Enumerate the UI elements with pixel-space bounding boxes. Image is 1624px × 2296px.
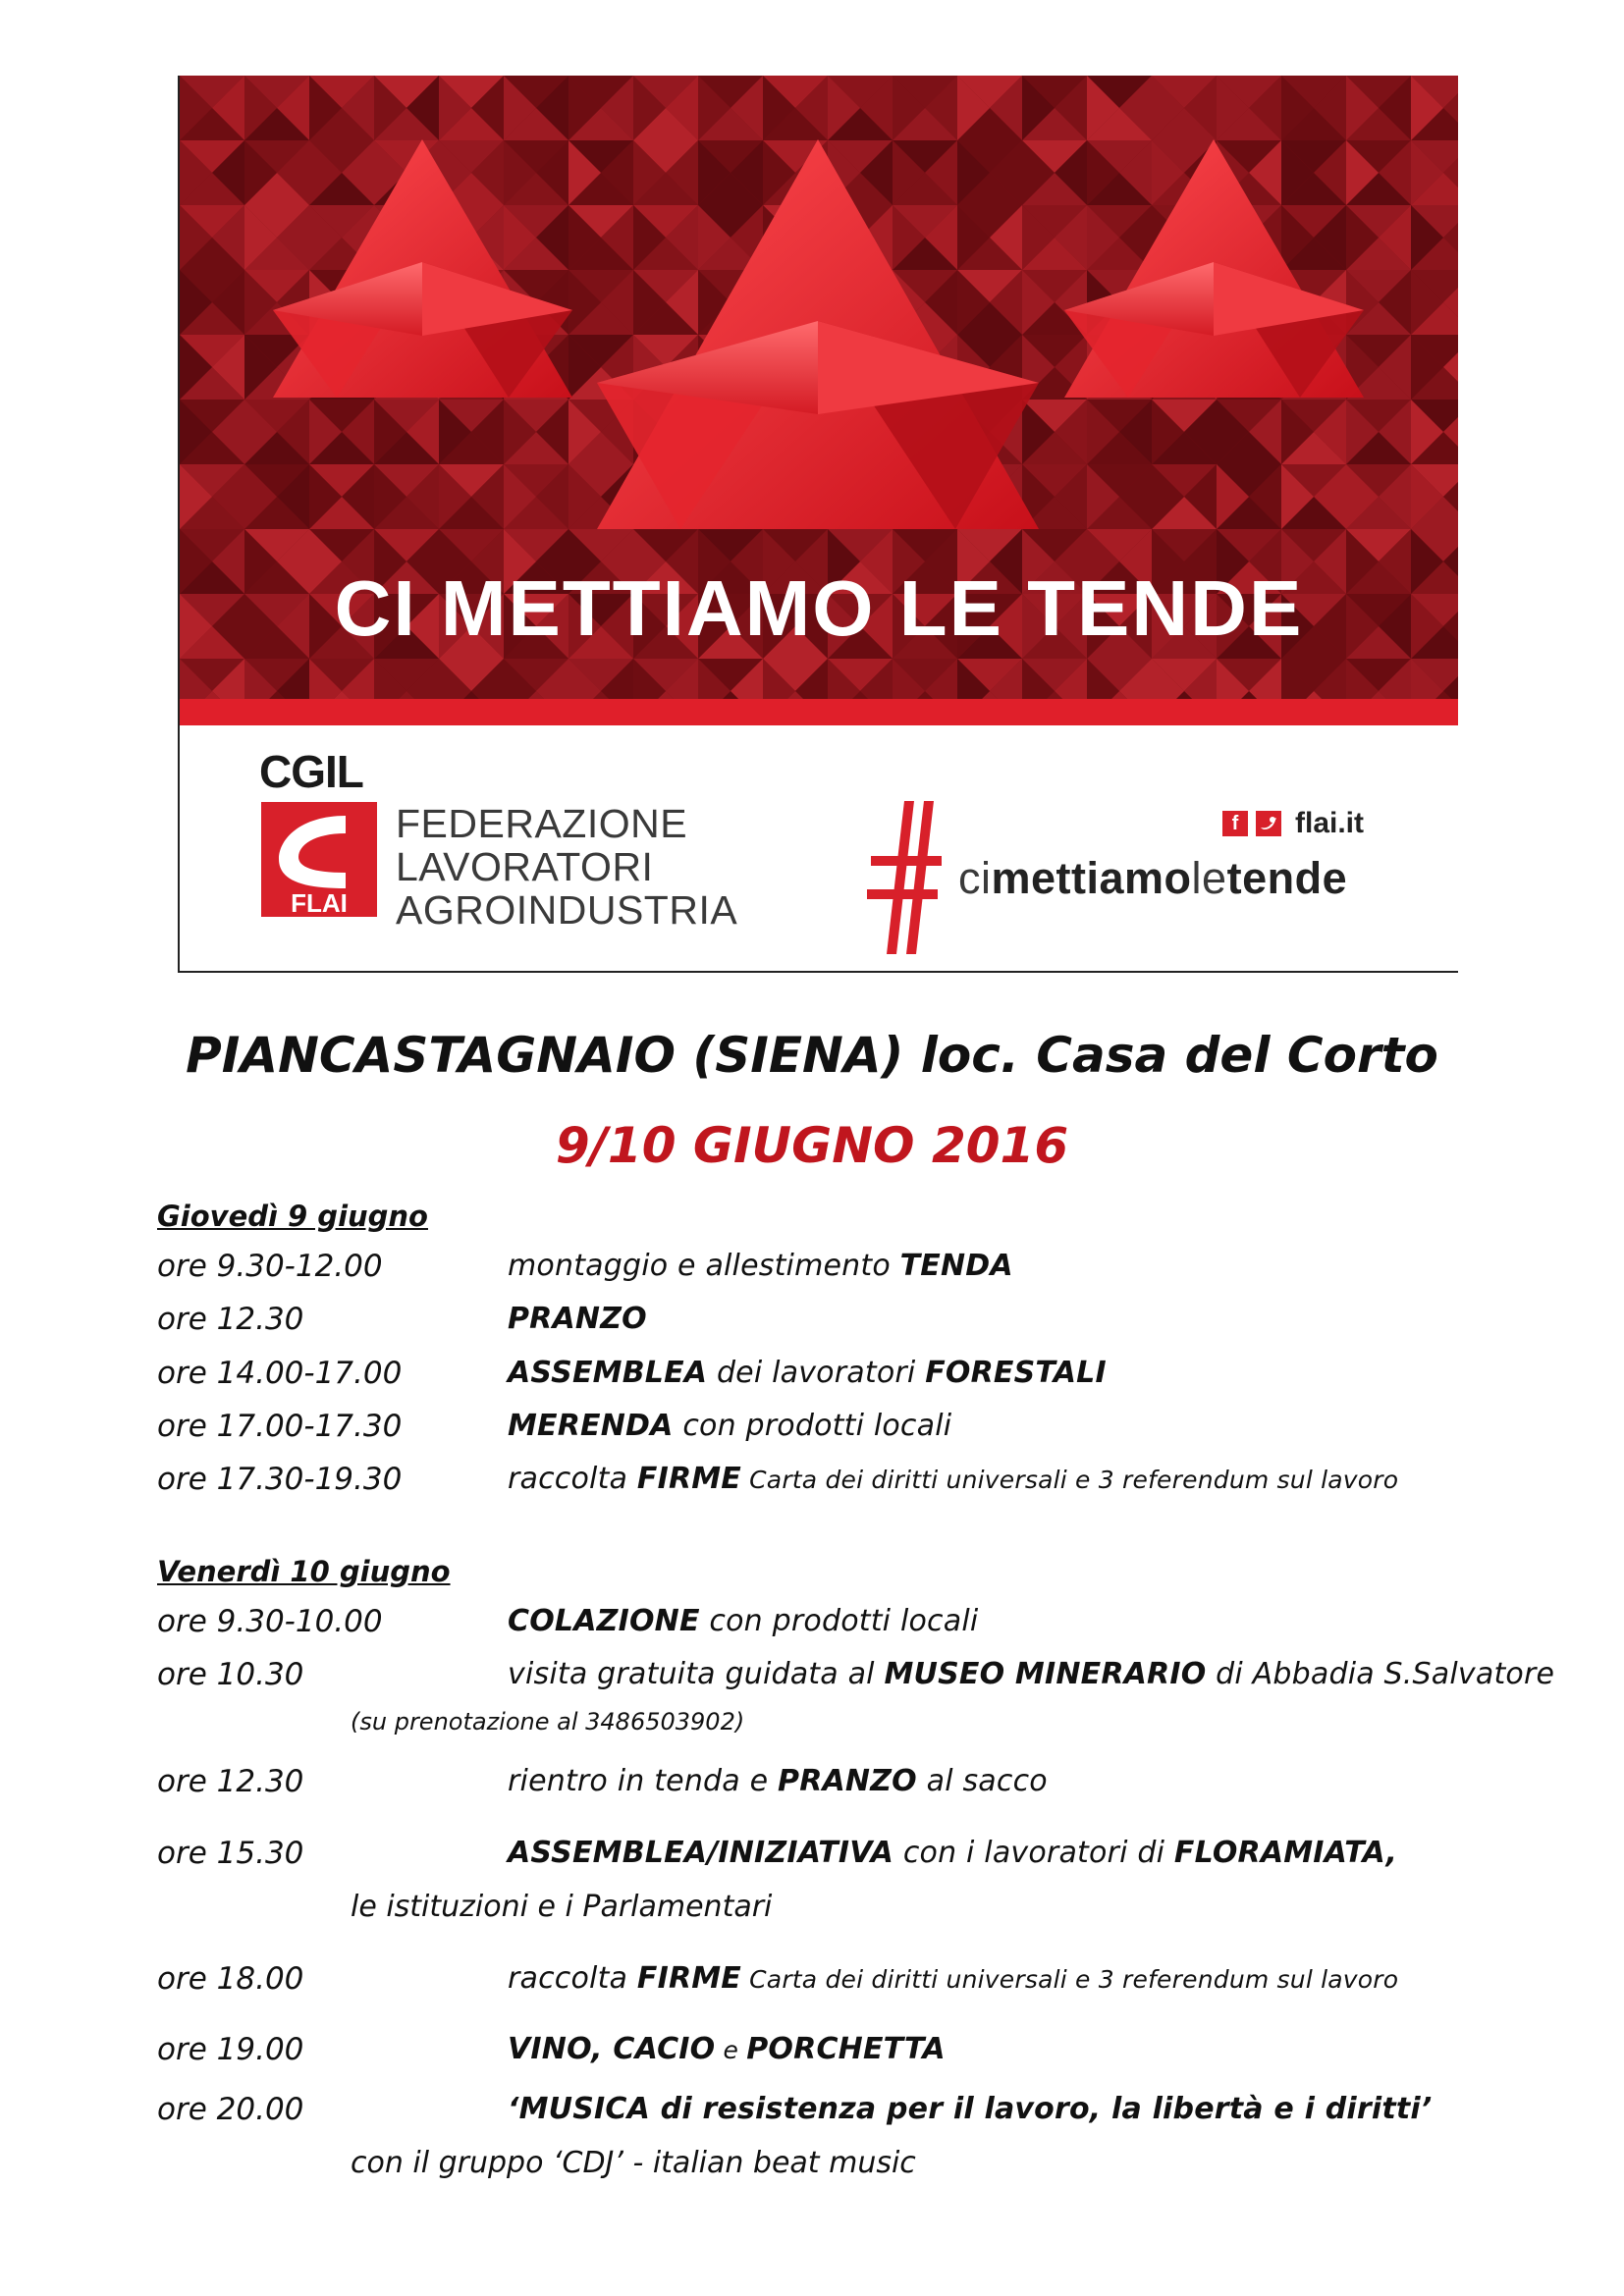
- schedule-time: ore 17.00-17.30: [157, 1409, 403, 1444]
- desc-part: raccolta: [508, 1462, 637, 1496]
- schedule-desc: [508, 1302, 647, 1336]
- desc-part: VINO, CACIO: [508, 2032, 716, 2066]
- hashtag-part: mettiamo: [991, 853, 1192, 903]
- triangle-pattern-graphic: [180, 76, 1458, 725]
- social-links: [1222, 809, 1364, 838]
- event-banner: [178, 76, 1458, 973]
- schedule-time: ore 18.00: [157, 1961, 304, 1997]
- desc-part: Carta dei diritti universali e 3 referendum sul lavoro: [741, 1965, 1399, 1994]
- location-title: PIANCASTAGNAIO (SIENA) loc. Casa del Corto: [186, 1027, 1438, 1084]
- red-strip: [180, 699, 1458, 725]
- hashtag-logo-icon: [867, 799, 946, 956]
- schedule-time: ore 19.00: [157, 2032, 304, 2067]
- schedule-row: [157, 1462, 1610, 1511]
- desc-part: Carta dei diritti universali e 3 referendum sul lavoro: [741, 1466, 1399, 1494]
- desc-part: MERENDA: [508, 1409, 674, 1443]
- desc-part: MUSEO MINERARIO: [884, 1657, 1207, 1691]
- desc-part: FIRME: [636, 1462, 741, 1496]
- desc-part: ‘MUSICA di resistenza per il lavoro, la libertà e i diritti’: [508, 2092, 1433, 2126]
- schedule-row: [157, 1409, 1610, 1458]
- schedule-subline: le istituzioni e i Parlamentari: [351, 1890, 773, 1924]
- schedule-desc: [508, 2092, 1433, 2126]
- federation-line: LAVORATORI: [396, 844, 654, 889]
- desc-part: con i lavoratori di: [893, 1836, 1174, 1870]
- schedule-row: [157, 1961, 1610, 2010]
- desc-part: PORCHETTA: [746, 2032, 946, 2066]
- schedule-row: [157, 2032, 1610, 2081]
- desc-part: FIRME: [636, 1961, 741, 1996]
- schedule-row: [157, 1604, 1610, 1653]
- desc-part: al sacco: [916, 1764, 1048, 1798]
- date-title: 9/10 GIUGNO 2016: [555, 1117, 1069, 1174]
- federation-line: FEDERAZIONE: [396, 801, 688, 846]
- desc-part: ASSEMBLEA/INIZIATIVA: [508, 1836, 894, 1870]
- schedule-subline: con il gruppo ‘CDJ’ - italian beat music: [351, 2146, 916, 2180]
- desc-part: FLORAMIATA,: [1173, 1836, 1398, 1870]
- schedule-desc: [508, 1657, 1554, 1691]
- schedule-time: ore 15.30: [157, 1836, 304, 1871]
- flai-logo: [261, 802, 377, 917]
- day-heading-friday: Venerdì 10 giugno: [157, 1555, 451, 1588]
- desc-part: ASSEMBLEA: [508, 1356, 708, 1390]
- desc-part: di Abbadia S.Salvatore: [1206, 1657, 1555, 1691]
- schedule-time: ore 9.30-12.00: [157, 1249, 383, 1284]
- schedule-desc: [508, 1764, 1048, 1798]
- schedule-desc: [508, 1836, 1397, 1870]
- desc-part: montaggio e allestimento: [508, 1249, 900, 1283]
- desc-part: raccolta: [508, 1961, 637, 1996]
- desc-part: visita gratuita guidata al: [508, 1657, 885, 1691]
- schedule-desc: [508, 2032, 946, 2066]
- schedule-time: ore 12.30: [157, 1764, 304, 1799]
- desc-part: FORESTALI: [925, 1356, 1107, 1390]
- schedule-desc: [508, 1961, 1398, 1996]
- schedule-desc: [508, 1462, 1398, 1496]
- schedule-row: [157, 1302, 1610, 1351]
- schedule-time: ore 10.30: [157, 1657, 304, 1692]
- schedule-row: [157, 1657, 1610, 1706]
- schedule-row: [157, 2092, 1610, 2141]
- booking-note: (su prenotazione al 3486503902): [351, 1708, 745, 1735]
- schedule-desc: [508, 1604, 978, 1638]
- schedule-desc: [508, 1356, 1107, 1390]
- facebook-icon[interactable]: f: [1222, 811, 1248, 836]
- twitter-icon[interactable]: [1256, 811, 1281, 836]
- hashtag-text: [958, 853, 1347, 904]
- hashtag-part: tende: [1226, 853, 1348, 903]
- desc-part: dei lavoratori: [707, 1356, 926, 1390]
- schedule-row: [157, 1249, 1610, 1298]
- flai-logo-label: FLAI: [291, 888, 348, 917]
- desc-part: COLAZIONE: [508, 1604, 700, 1638]
- desc-part: con prodotti locali: [673, 1409, 952, 1443]
- desc-part: e: [715, 2036, 747, 2064]
- hashtag-part: le: [1191, 853, 1227, 903]
- logo-area: [180, 725, 1458, 971]
- desc-part: rientro in tenda e: [508, 1764, 779, 1798]
- hashtag-part: ci: [958, 853, 992, 903]
- schedule-time: ore 9.30-10.00: [157, 1604, 383, 1639]
- day-heading-thursday: Giovedì 9 giugno: [157, 1200, 428, 1233]
- federation-line: AGROINDUSTRIA: [396, 887, 738, 933]
- schedule-time: ore 20.00: [157, 2092, 304, 2127]
- schedule-time: ore 14.00-17.00: [157, 1356, 403, 1391]
- schedule-time: ore 12.30: [157, 1302, 304, 1337]
- schedule-desc: [508, 1249, 1013, 1283]
- desc-part: con prodotti locali: [699, 1604, 979, 1638]
- cgil-logo-text: CGIL: [259, 746, 363, 797]
- schedule-time: ore 17.30-19.30: [157, 1462, 403, 1497]
- schedule-desc: [508, 1409, 951, 1443]
- desc-part: TENDA: [899, 1249, 1013, 1283]
- desc-part: PRANZO: [778, 1764, 917, 1798]
- desc-part: PRANZO: [508, 1302, 647, 1336]
- banner-artwork: [180, 76, 1458, 725]
- banner-headline: CI METTIAMO LE TENDE: [334, 564, 1304, 652]
- schedule-row: [157, 1764, 1610, 1813]
- schedule-row: [157, 1356, 1610, 1405]
- federation-name: [396, 802, 737, 932]
- website-link[interactable]: flai.it: [1295, 807, 1365, 839]
- schedule-row: [157, 1836, 1610, 1885]
